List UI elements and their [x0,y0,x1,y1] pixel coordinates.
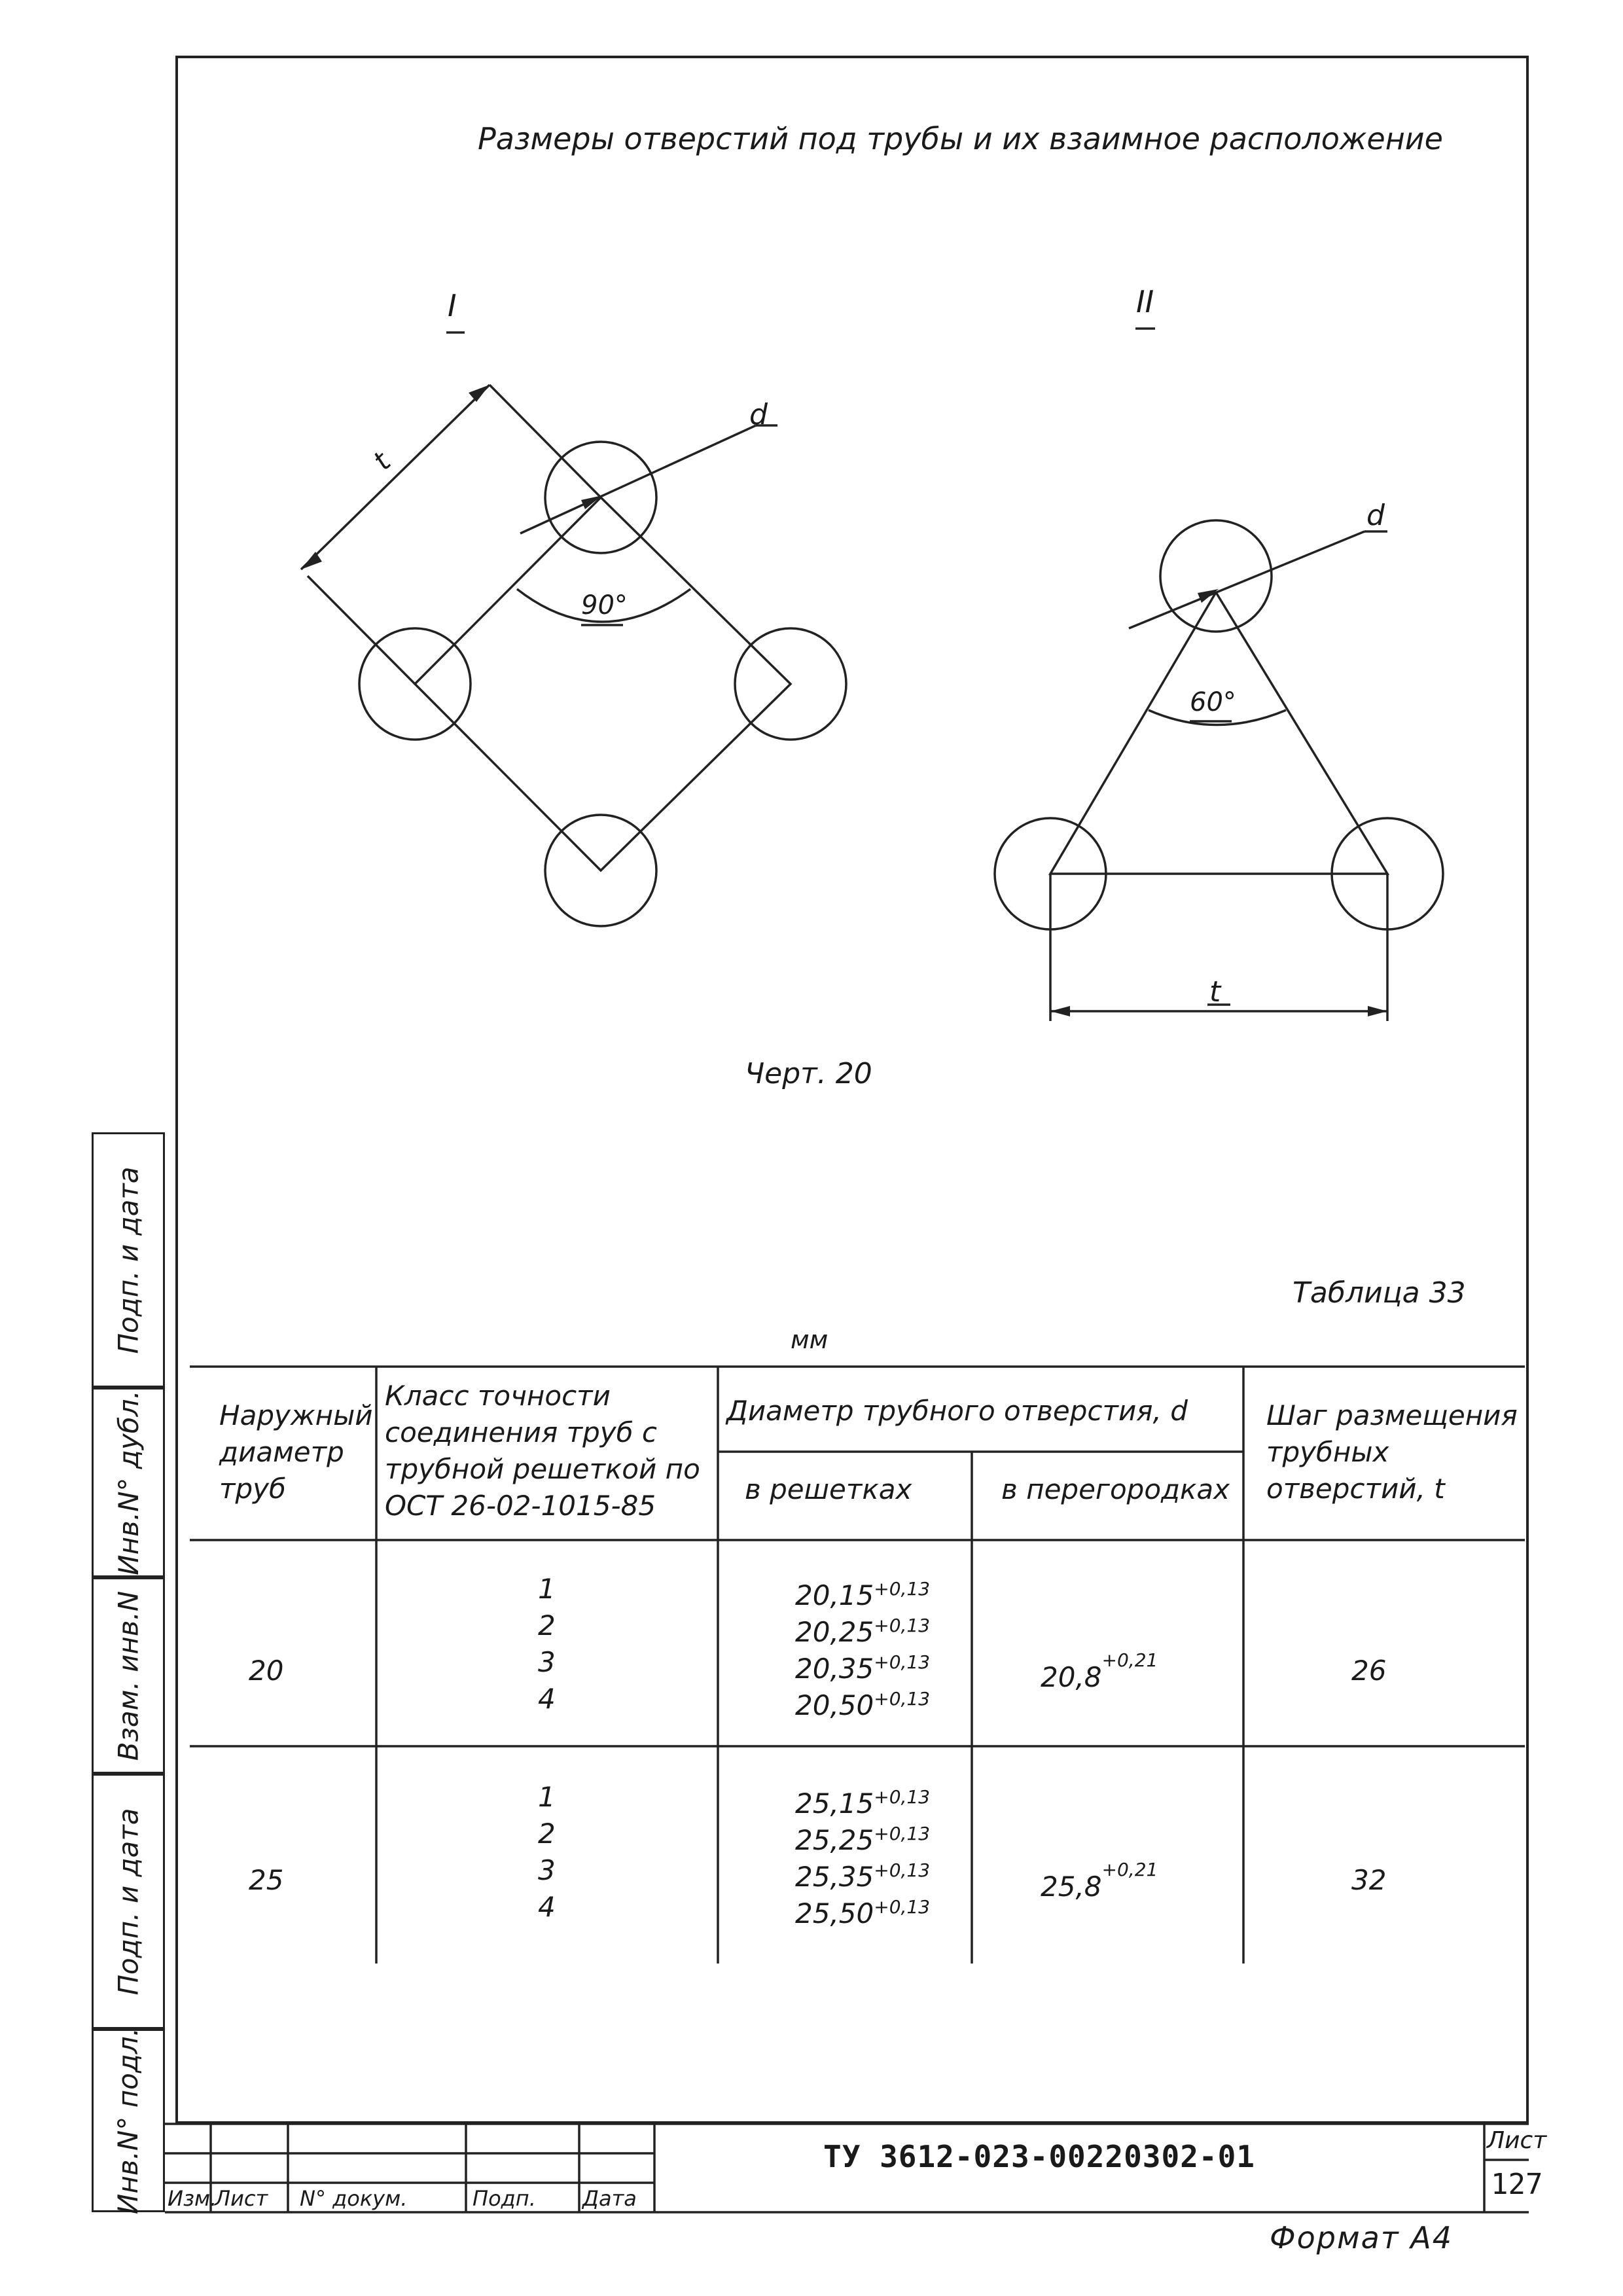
row1-partition: $20,8^{+0,21}$ [1041,1649,1158,1693]
row2-pitch: 32 [1351,1864,1387,1896]
row1-class-3: 3 [538,1646,556,1678]
strip-signature-date-1: Подп. и дата [92,1132,165,1388]
row2-partition: $25,8^{+0,21}$ [1041,1859,1158,1903]
row1-class-1: 1 [538,1573,556,1605]
tb-label-sign: Подп. [473,2186,536,2211]
fig1-dim-d-leader [520,425,756,533]
row1-class-4: 4 [538,1683,556,1715]
row1-grid-1: $20,15^{+0,13}$ [795,1578,931,1611]
fig2-dim-d-leader [1129,531,1364,628]
fig2-label: II [1136,284,1154,319]
row1-class-2: 2 [538,1609,556,1641]
row1-outer-diameter: 20 [249,1655,284,1687]
row2-grid-4: $25,50^{+0,13}$ [795,1896,931,1929]
tb-sheet-number: 127 [1491,2168,1543,2201]
row2-outer-diameter: 25 [249,1864,284,1896]
fig1-t-label: t [366,446,397,476]
table-unit: мм [791,1325,829,1354]
strip-duplicate-inventory: Инв.N° дубл. [92,1388,165,1577]
tb-label-change: Изм. [168,2186,217,2211]
strip-signature-date-2: Подп. и дата [92,1774,165,2029]
tb-label-sheet: Лист [215,2186,268,2211]
header-hole-diameter: Диаметр трубного отверстия, d [726,1395,1188,1427]
row2-grid-2: $25,25^{+0,13}$ [795,1823,931,1856]
row2-grid-1: $25,15^{+0,13}$ [795,1786,931,1820]
tb-label-date: Дата [582,2186,637,2211]
fig1-dim-t-arrow-a [301,552,322,569]
page-title: Размеры отверстий под трубы и их взаимное расположение [478,121,1443,156]
strip-original-inventory: Инв.N° подл. [92,2029,165,2212]
fig2-dim-t-arrow-b [1368,1006,1387,1016]
fig2-d-arrow [1198,589,1219,603]
fig1-extension-top [490,385,601,497]
tb-sheet-label: Лист [1487,2127,1547,2154]
row1-pitch: 26 [1351,1655,1387,1687]
tb-label-doc: N° докум. [300,2186,408,2211]
table-name: Таблица 33 [1293,1276,1466,1310]
row1-grid-3: $20,35^{+0,13}$ [795,1651,931,1685]
row2-class-2: 2 [538,1818,556,1850]
fig1-angle-label: 90° [581,590,628,620]
row2-grid-3: $25,35^{+0,13}$ [795,1859,931,1893]
fig1-dim-t-arrow-b [469,385,490,402]
fig1-d-label: d [749,398,768,431]
fig2-dim-t-arrow-a [1050,1006,1070,1016]
paper-format: Формат А4 [1270,2220,1453,2255]
row1-grid-4: $20,50^{+0,13}$ [795,1688,931,1721]
strip-replacement-inventory: Взам. инв.N [92,1577,165,1774]
fig2-angle-label: 60° [1190,687,1236,717]
fig1-label: I [448,288,457,323]
header-in-grids: в решетках [745,1473,912,1505]
fig1-dim-t [301,385,490,569]
header-accuracy-class: Класс точности соединения труб с трубной решеткой по ОСТ 26-02-1015-85 [385,1380,700,1522]
header-in-partitions: в перегородках [1001,1473,1230,1505]
header-outer-diameter: Наружный диаметр труб [219,1399,373,1505]
document-code: ТУ 3612-023-00220302-01 [823,2139,1255,2174]
figure-caption: Черт. 20 [745,1057,872,1090]
header-pitch: Шаг размещения трубных отверстий, t [1266,1399,1518,1505]
row2-class-4: 4 [538,1891,556,1923]
fig2-d-label: d [1366,499,1385,532]
row2-class-1: 1 [538,1781,556,1813]
row1-grid-2: $20,25^{+0,13}$ [795,1615,931,1648]
row2-class-3: 3 [538,1854,556,1886]
fig2-t-label: t [1209,975,1221,1009]
fig2-triangle [1050,592,1387,874]
